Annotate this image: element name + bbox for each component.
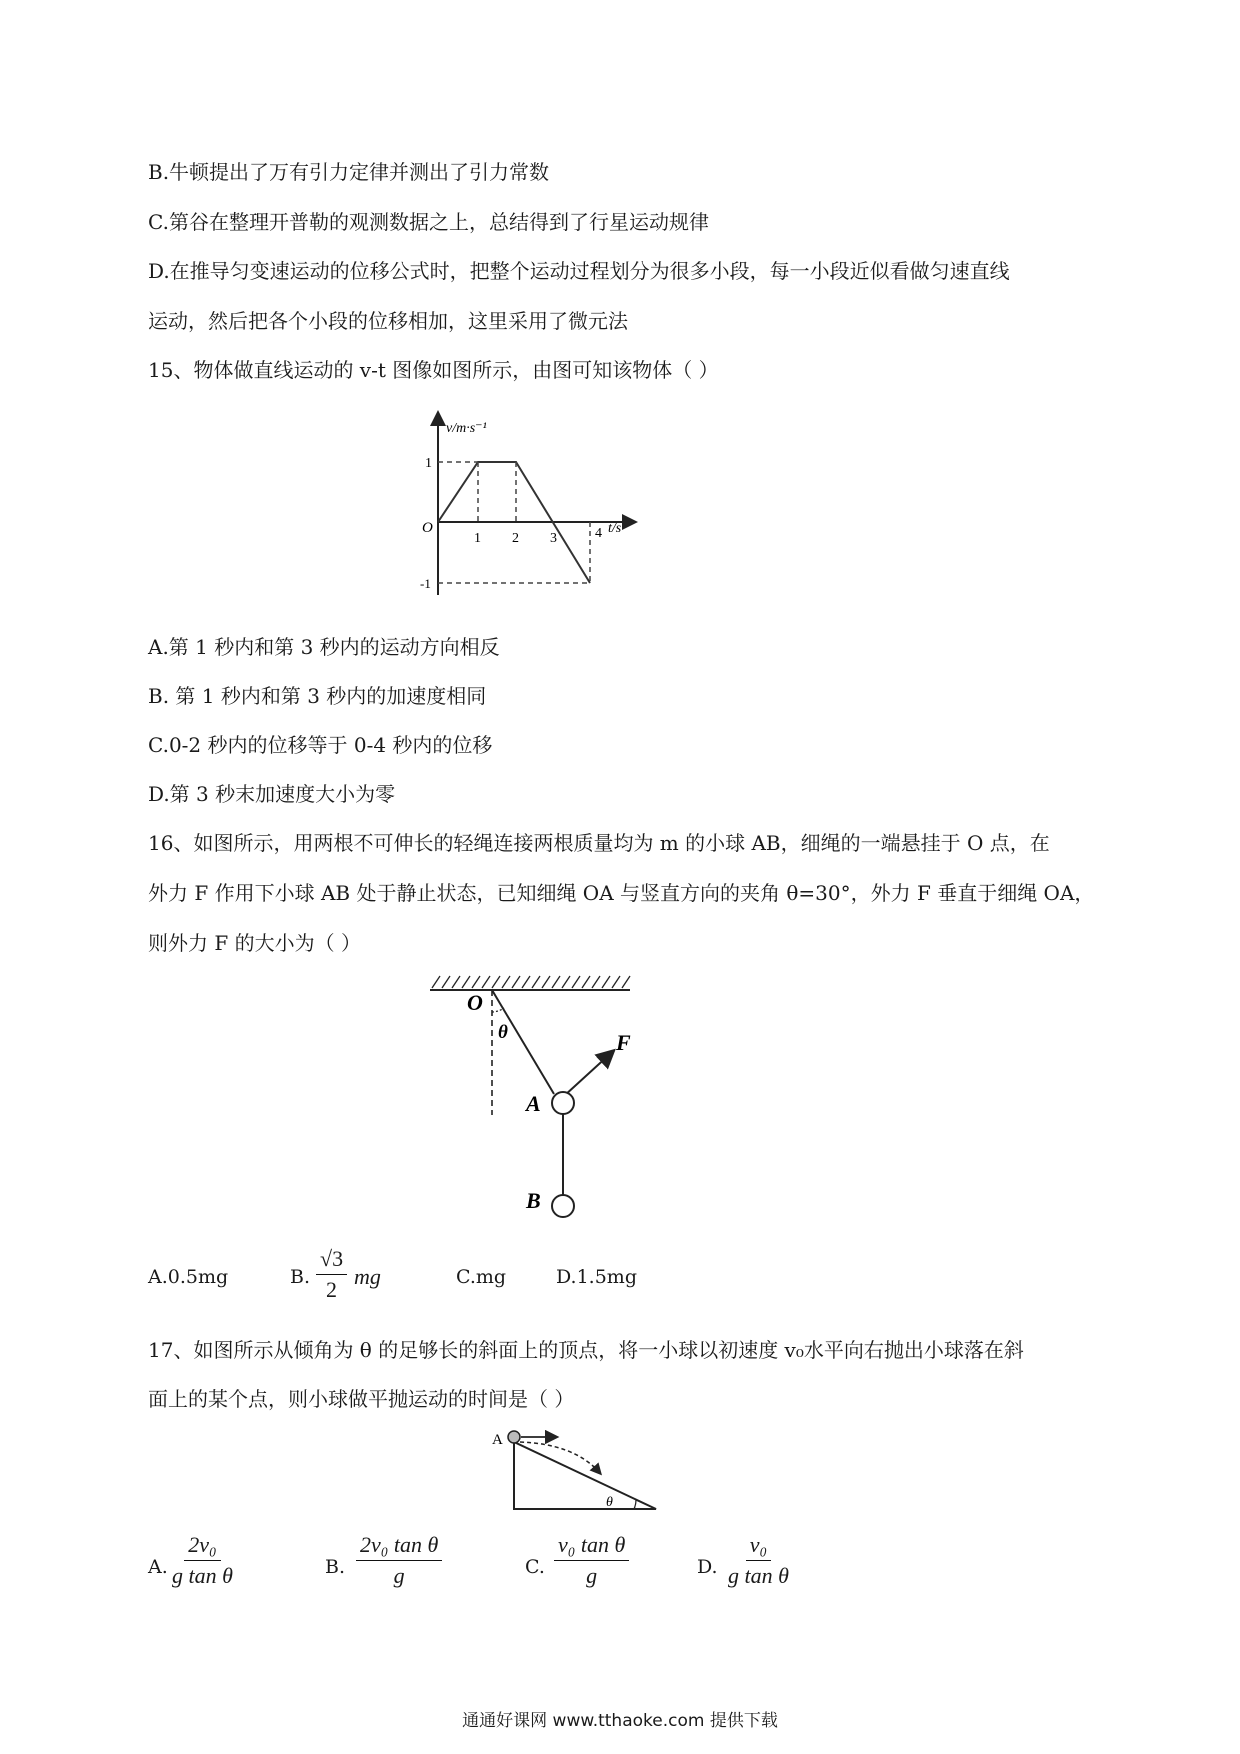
option-17c-fraction: $\frac{\text{v₀ tan θ}}{g}$ [554,1532,629,1589]
option-17a-label: A. [148,1556,168,1578]
option-15b: B. 第 1 秒内和第 3 秒内的加速度相同 [148,684,487,708]
option-15d: D.第 3 秒末加速度大小为零 [148,782,396,806]
option-17c-label: C. [525,1556,545,1578]
vt-origin: O [422,520,433,536]
projectile-ball [508,1431,520,1443]
ball-a [552,1092,574,1114]
vt-y-label: v/m·s⁻¹ [446,421,487,436]
force-arrow [564,1054,610,1096]
option-14b: B.牛顿提出了万有引力定律并测出了引力常数 [148,160,550,184]
question-16-line1: 16、如图所示，用两根不可伸长的轻绳连接两根质量均为 m 的小球 AB，细绳的一端悬挂于 O 点，在 [148,831,1050,855]
vt-x-label: t/s [608,521,622,536]
label-b: B [526,1188,541,1213]
ball-b [552,1195,574,1217]
question-15: 15、物体做直线运动的 v-t 图像如图所示，由图可知该物体（ ） [148,358,719,382]
option-17b-label: B. [325,1556,346,1578]
option-16b-label: B. [290,1266,311,1288]
label-theta: θ [498,1022,508,1043]
question-16-line3: 则外力 F 的大小为（ ） [148,931,361,955]
force-diagram [420,970,650,1225]
label-f: F [616,1030,631,1055]
incline-diagram [484,1424,664,1514]
vt-xtick-1: 1 [474,531,481,546]
incline [514,1442,656,1509]
option-14c: C.第谷在整理开普勒的观测数据之上，总结得到了行星运动规律 [148,210,709,234]
option-15c: C.0-2 秒内的位移等于 0-4 秒内的位移 [148,733,493,757]
vt-graph [410,410,660,610]
option-17d-fraction: $\frac{\text{v₀}}{\text{g tan θ}}$ [728,1532,789,1588]
vt-ytick-1: 1 [425,456,432,471]
vt-ytick-neg1: -1 [420,576,431,591]
ceiling-hatch [432,976,630,988]
question-17-line2: 面上的某个点，则小球做平抛运动的时间是（ ） [148,1387,575,1411]
option-15a: A.第 1 秒内和第 3 秒内的运动方向相反 [148,635,500,659]
option-16b-fraction: $\frac{√3}{2}$ [316,1246,347,1303]
page-footer: 通通好课网 www.tthaoke.com 提供下载 [462,1711,778,1731]
option-16d: D.1.5mg [556,1266,637,1288]
vt-xtick-2: 2 [512,531,519,546]
option-17d-label: D. [697,1556,718,1578]
incline-label-theta: θ [606,1495,613,1510]
option-16b-mg: mg [354,1264,381,1289]
question-17-line1: 17、如图所示从倾角为 θ 的足够长的斜面上的顶点，将一小球以初速度 v₀水平向右抛出小球落在斜 [148,1338,1024,1362]
option-17b-fraction: $\frac{\text{2v₀ tan θ}}{g}$ [356,1532,442,1589]
incline-label-a: A [492,1432,503,1448]
option-17a-fraction: $\frac{\text{2v₀}}{\text{g tan θ}}$ [172,1532,233,1588]
trajectory [520,1442,599,1472]
question-16-line2: 外力 F 作用下小球 AB 处于静止状态，已知细绳 OA 与竖直方向的夹角 θ=30°，外力 F 垂直于细绳 OA， [148,881,1095,905]
option-16c: C.mg [456,1266,507,1288]
label-a: A [526,1091,541,1116]
option-14d-line2: 运动，然后把各个小段的位移相加，这里采用了微元法 [148,309,628,333]
vt-xtick-3: 3 [550,531,557,546]
vt-xtick-4: 4 [595,526,602,541]
option-16a: A.0.5mg [148,1266,229,1288]
label-o: O [467,990,483,1015]
option-14d-line1: D.在推导匀变速运动的位移公式时，把整个运动过程划分为很多小段，每一小段近似看做匀速直线 [148,259,1010,283]
